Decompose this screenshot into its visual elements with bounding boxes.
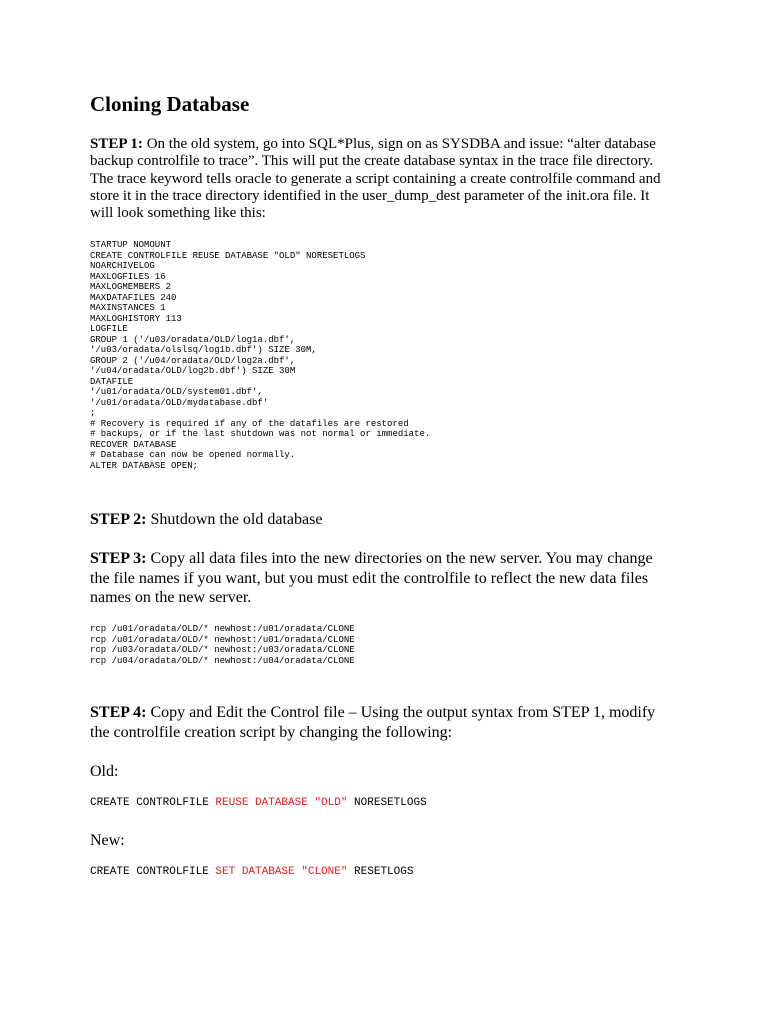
new-label: New: [90, 832, 125, 849]
step4-paragraph [90, 703, 670, 742]
step2-text: Shutdown the old database [146, 511, 323, 528]
old-line-highlight: REUSE DATABASE "OLD" [215, 797, 348, 809]
step4-text: Copy and Edit the Control file – Using the output syntax from STEP 1, modify the controlfile creation script by changing the following: [90, 704, 656, 741]
step3-text: Copy all data files into the new directories on the new server. You may change the file names if you want, but you must edit the controlfile to reflect the new data files names on the new server. [90, 550, 653, 606]
old-label: Old: [90, 763, 119, 780]
step1-paragraph [90, 136, 665, 222]
step1-text: On the old system, go into SQL*Plus, sign on as SYSDBA and issue: “alter database backup controlfile to trace”. This will put the create database syntax in the trace file directory. The trace keyword tells oracle to generate a script containing a create controlfile command and store it in the trace directory identified in the user_dump_dest parameter of the init.ora file. It will look something like this: [90, 136, 661, 222]
step2-label: STEP 2: [90, 511, 147, 528]
page-title: Cloning Database [90, 92, 250, 116]
old-line-suffix: NORESETLOGS [347, 797, 427, 809]
step3-label: STEP 3: [90, 550, 147, 567]
step3-paragraph [90, 549, 670, 608]
step3-code-block: rcp /u01/oradata/OLD/* newhost:/u01/oradata/CLONE rcp /u01/oradata/OLD/* newhost:/u01/oradata/CLONE rcp /u03/oradata/OLD/* newhost:/u03/oradata/CLONE rcp /u04/oradata/OLD/* newhost:/u04/oradata/CLONE [90, 624, 355, 666]
step2-paragraph [90, 510, 670, 530]
step1-label: STEP 1: [90, 136, 143, 152]
step1-code-block: STARTUP NOMOUNT CREATE CONTROLFILE REUSE DATABASE "OLD" NORESETLOGS NOARCHIVELOG MAXLOGFILES 16 MAXLOGMEMBERS 2 MAXDATAFILES 240 MAXINSTANCES 1 MAXLOGHISTORY 113 LOGFILE GROUP 1 ('/u03/oradata/OLD/log1a.dbf', '/u03/oradata/olslsq/log1b.dbf') SIZE 30M, GROUP 2 ('/u04/oradata/OLD/log2a.dbf', '/u04/oradata/OLD/log2b.dbf') SIZE 30M DATAFILE '/u01/oradata/OLD/system01.dbf', '/u01/oradata/OLD/mydatabase.dbf' ; # Recovery is required if any of the datafiles are restored # backups, or if the last shutdown was not normal or immediate. RECOVER DATABASE # Database can now be opened normally. ALTER DATABASE OPEN; [90, 240, 431, 471]
new-line-suffix: RESETLOGS [347, 866, 414, 878]
step4-label: STEP 4: [90, 704, 147, 721]
new-line-highlight: SET DATABASE "CLONE" [215, 866, 348, 878]
old-controlfile-line [90, 796, 427, 810]
old-line-prefix: CREATE CONTROLFILE [90, 797, 216, 809]
new-line-prefix: CREATE CONTROLFILE [90, 866, 216, 878]
new-controlfile-line [90, 865, 413, 879]
